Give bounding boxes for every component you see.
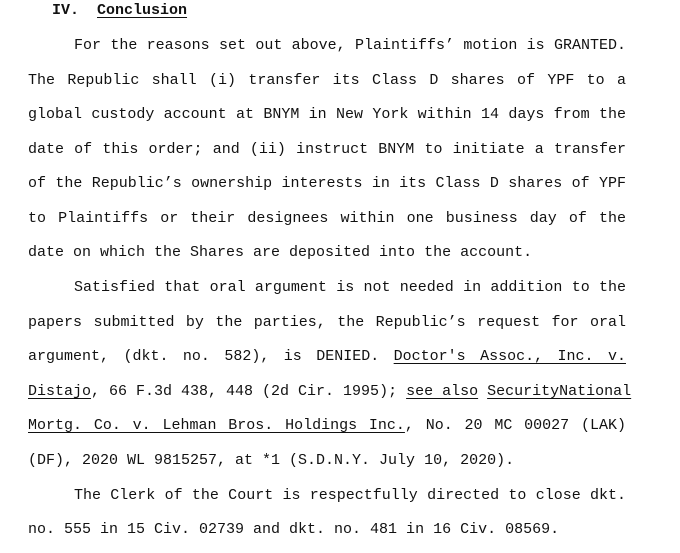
case-citation: Distajo [28, 383, 92, 400]
case-citation: Mortg. Co. v. Lehman Bros. Holdings Inc. [28, 417, 405, 434]
section-heading [52, 1, 187, 21]
case-citation: Doctor's Assoc., Inc. v. [393, 348, 626, 365]
section-number: IV. [52, 2, 80, 19]
text-line: of the Republic’s ownership interests in its Class D shares of YPF [28, 175, 626, 192]
text-line: date of this order; and (ii) instruct BNYM to initiate a transfer [28, 141, 626, 158]
text-line: to Plaintiffs or their designees within one business day of the [28, 210, 626, 227]
section-title: Conclusion [97, 2, 188, 19]
text-line: date on which the Shares are deposited into the account. [28, 244, 533, 261]
text-line: papers submitted by the parties, the Republic’s request for oral [28, 314, 626, 331]
text-line: no. 555 in 15 Civ. 02739 and dkt. no. 481 in 16 Civ. 08569. [28, 521, 560, 538]
text-segment: , 66 F.3d 438, 448 (2d Cir. 1995); [91, 383, 398, 400]
signal-see-also: see also [406, 383, 479, 400]
text-line [28, 415, 626, 437]
text-line [28, 346, 626, 368]
text-line: Satisfied that oral argument is not needed in addition to the [74, 279, 626, 296]
text-line: global custody account at BNYM in New York within 14 days from the [28, 106, 626, 123]
text-line: The Clerk of the Court is respectfully directed to close dkt. [74, 487, 626, 504]
text-line: (DF), 2020 WL 9815257, at *1 (S.D.N.Y. July 10, 2020). [28, 452, 515, 469]
text-line [28, 381, 632, 403]
text-line: For the reasons set out above, Plaintiffs’ motion is GRANTED. [74, 37, 626, 54]
text-line: The Republic shall (i) transfer its Class D shares of YPF to a [28, 72, 626, 89]
text-segment: , No. 20 MC 00027 (LAK) [404, 417, 626, 434]
case-citation: SecurityNational [487, 383, 632, 400]
text-segment: argument, (dkt. no. 582), is DENIED. [28, 348, 380, 365]
